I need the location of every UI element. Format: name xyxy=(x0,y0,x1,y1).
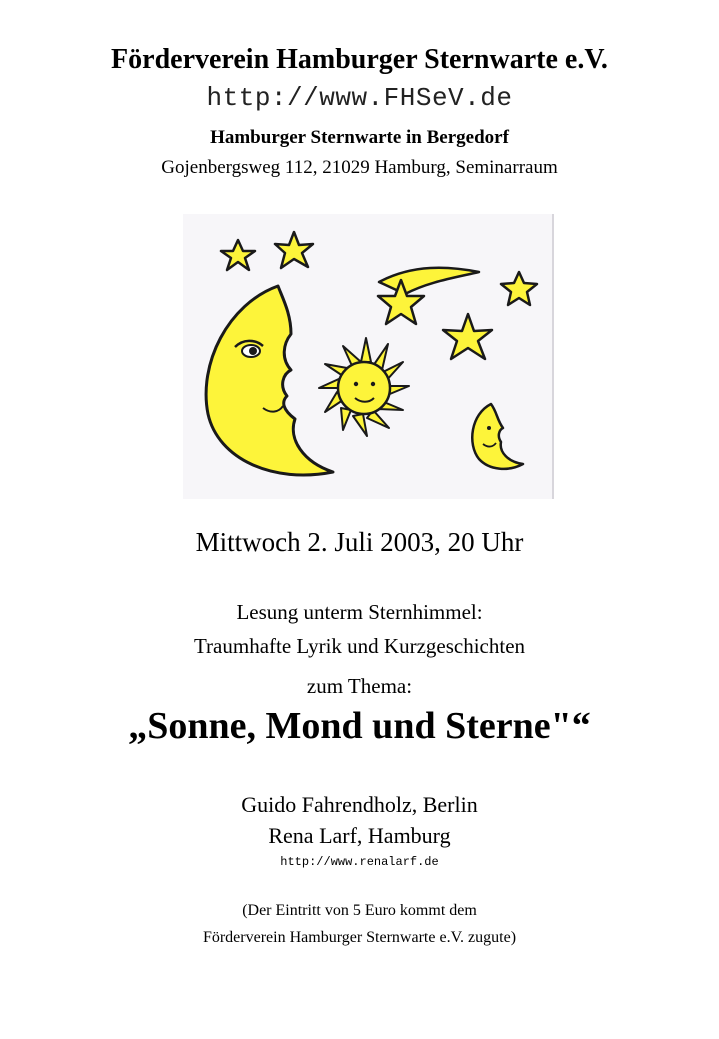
sun-face-icon xyxy=(319,338,409,436)
organization-title: Förderverein Hamburger Sternwarte e.V. xyxy=(111,44,608,75)
admission-note-line-1: (Der Eintritt von 5 Euro kommt dem xyxy=(242,902,477,919)
organization-website: http://www.FHSeV.de xyxy=(206,83,513,113)
event-theme-title: „Sonne, Mond und Sterne"“ xyxy=(128,705,591,747)
author-1: Guido Fahrendholz, Berlin xyxy=(241,792,478,817)
small-moon-icon xyxy=(472,404,523,469)
author-2-website: http://www.renalarf.de xyxy=(280,855,439,869)
shooting-star-icon xyxy=(378,268,479,324)
intro-line-3: zum Thema: xyxy=(306,674,413,698)
admission-note-line-2: Förderverein Hamburger Sternwarte e.V. zugute) xyxy=(202,929,517,946)
intro-line-2: Traumhafte Lyrik und Kurzgeschichten xyxy=(193,634,526,658)
intro-line-1: Lesung unterm Sternhimmel: xyxy=(236,600,483,624)
venue-address: Gojenbergsweg 112, 21029 Hamburg, Seminarraum xyxy=(161,157,558,178)
venue-name: Hamburger Sternwarte in Bergedorf xyxy=(210,127,509,148)
author-2: Rena Larf, Hamburg xyxy=(268,823,451,848)
sun-moon-stars-illustration xyxy=(183,214,554,499)
event-date: Mittwoch 2. Juli 2003, 20 Uhr xyxy=(195,527,524,557)
star-icon xyxy=(275,232,313,268)
moon-face-icon xyxy=(206,286,333,475)
star-icon xyxy=(501,272,537,305)
star-icon xyxy=(443,314,492,359)
star-icon xyxy=(221,240,255,270)
